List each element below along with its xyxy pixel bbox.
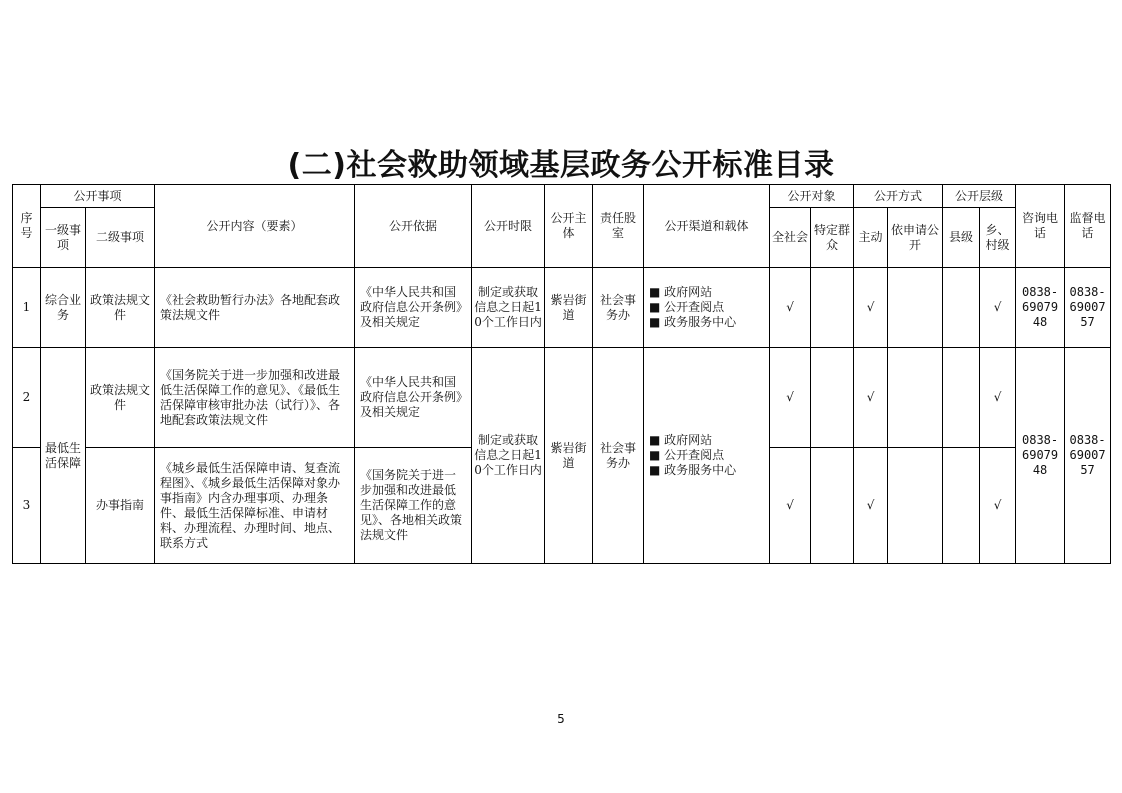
table-row bbox=[13, 348, 1111, 448]
row-content: 《社会救助暂行办法》各地配套政策法规文件 bbox=[155, 268, 355, 348]
row-level1: 综合业务 bbox=[41, 268, 86, 348]
group-channels bbox=[644, 348, 770, 564]
row-channels bbox=[644, 268, 770, 348]
row-target-all: √ bbox=[770, 268, 811, 348]
page-number: 5 bbox=[557, 712, 565, 726]
header-consult: 咨询电话 bbox=[1016, 185, 1065, 268]
row-level2: 政策法规文件 bbox=[86, 348, 155, 448]
header-time: 公开时限 bbox=[472, 185, 545, 268]
row-method-active: √ bbox=[854, 268, 888, 348]
header-channel: 公开渠道和载体 bbox=[644, 185, 770, 268]
row-seq: 3 bbox=[13, 448, 41, 564]
header-level1: 一级事项 bbox=[41, 208, 86, 268]
group-consult-phone bbox=[1016, 348, 1065, 564]
group-time: 制定或获取信息之日起10个工作日内 bbox=[472, 348, 545, 564]
row-level-county bbox=[943, 348, 980, 448]
row-level-town: √ bbox=[980, 348, 1016, 448]
group-level1: 最低生活保障 bbox=[41, 348, 86, 564]
header-level2: 二级事项 bbox=[86, 208, 155, 268]
header-level: 公开层级 bbox=[943, 185, 1016, 208]
page-title: (二)社会救助领域基层政务公开标准目录 bbox=[287, 148, 835, 183]
phone-part: 0838- bbox=[1069, 285, 1106, 299]
table-row bbox=[13, 268, 1111, 348]
phone-part: 0838- bbox=[1022, 285, 1059, 299]
row-consult-phone bbox=[1016, 268, 1065, 348]
group-supervise-phone bbox=[1065, 348, 1111, 564]
row-method-active: √ bbox=[854, 348, 888, 448]
header-supervise: 监督电话 bbox=[1065, 185, 1111, 268]
phone-part: 57 bbox=[1080, 315, 1095, 329]
row-level-county bbox=[943, 448, 980, 564]
header-method-apply: 依申请公开 bbox=[888, 208, 943, 268]
row-method-apply bbox=[888, 348, 943, 448]
header-target-specific: 特定群众 bbox=[811, 208, 854, 268]
row-method-apply bbox=[888, 268, 943, 348]
row-level2: 政策法规文件 bbox=[86, 268, 155, 348]
phone-part: 0838- bbox=[1069, 433, 1106, 447]
header-seq: 序号 bbox=[13, 185, 41, 268]
row-basis: 《中华人民共和国政府信息公开条例》及相关规定 bbox=[355, 268, 472, 348]
row-target-all: √ bbox=[770, 348, 811, 448]
row-content: 《城乡最低生活保障申请、复查流程图》、《城乡最低生活保障对象办事指南》内含办理事项、办理条件、最低生活保障标准、申请材料、办理流程、办理时间、地点、联系方式 bbox=[155, 448, 355, 564]
row-subject: 紫岩街道 bbox=[545, 268, 593, 348]
row-seq: 1 bbox=[13, 268, 41, 348]
row-target-specific bbox=[811, 348, 854, 448]
row-target-specific bbox=[811, 448, 854, 564]
header-items: 公开事项 bbox=[41, 185, 155, 208]
header-method-active: 主动 bbox=[854, 208, 888, 268]
group-dept: 社会事务办 bbox=[593, 348, 644, 564]
row-dept: 社会事务办 bbox=[593, 268, 644, 348]
header-dept: 责任股室 bbox=[593, 185, 644, 268]
header-level-county: 县级 bbox=[943, 208, 980, 268]
channel-item: ■ 政务服务中心 bbox=[649, 315, 737, 329]
phone-part: 69079 bbox=[1022, 448, 1059, 462]
phone-part: 69079 bbox=[1022, 300, 1059, 314]
row-basis: 《中华人民共和国政府信息公开条例》及相关规定 bbox=[355, 348, 472, 448]
row-supervise-phone bbox=[1065, 268, 1111, 348]
channel-item: ■ 政务服务中心 bbox=[649, 463, 737, 477]
row-content: 《国务院关于进一步加强和改进最低生活保障工作的意见》、《最低生活保障审核审批办法（试行）》、各地配套政策法规文件 bbox=[155, 348, 355, 448]
header-subject: 公开主体 bbox=[545, 185, 593, 268]
catalog-table bbox=[12, 184, 1111, 564]
row-method-active: √ bbox=[854, 448, 888, 564]
header-content: 公开内容（要素） bbox=[155, 185, 355, 268]
channel-item: ■ 政府网站 bbox=[649, 433, 713, 447]
row-level-county bbox=[943, 268, 980, 348]
row-target-all: √ bbox=[770, 448, 811, 564]
channel-item: ■ 政府网站 bbox=[649, 285, 713, 299]
phone-part: 69007 bbox=[1069, 300, 1106, 314]
row-method-apply bbox=[888, 448, 943, 564]
row-time: 制定或获取信息之日起10个工作日内 bbox=[472, 268, 545, 348]
header-target-all: 全社会 bbox=[770, 208, 811, 268]
row-level2: 办事指南 bbox=[86, 448, 155, 564]
row-basis: 《国务院关于进一步加强和改进最低生活保障工作的意见》、各地相关政策法规文件 bbox=[355, 448, 472, 564]
phone-part: 69007 bbox=[1069, 448, 1106, 462]
header-method: 公开方式 bbox=[854, 185, 943, 208]
group-subject: 紫岩街道 bbox=[545, 348, 593, 564]
row-target-specific bbox=[811, 268, 854, 348]
header-basis: 公开依据 bbox=[355, 185, 472, 268]
header-level-town: 乡、村级 bbox=[980, 208, 1016, 268]
row-level-town: √ bbox=[980, 268, 1016, 348]
phone-part: 0838- bbox=[1022, 433, 1059, 447]
header-target: 公开对象 bbox=[770, 185, 854, 208]
phone-part: 48 bbox=[1032, 463, 1048, 477]
channel-item: ■ 公开查阅点 bbox=[649, 448, 725, 462]
phone-part: 57 bbox=[1080, 463, 1095, 477]
row-seq: 2 bbox=[13, 348, 41, 448]
row-level-town: √ bbox=[980, 448, 1016, 564]
channel-item: ■ 公开查阅点 bbox=[649, 300, 725, 314]
phone-part: 48 bbox=[1032, 315, 1048, 329]
